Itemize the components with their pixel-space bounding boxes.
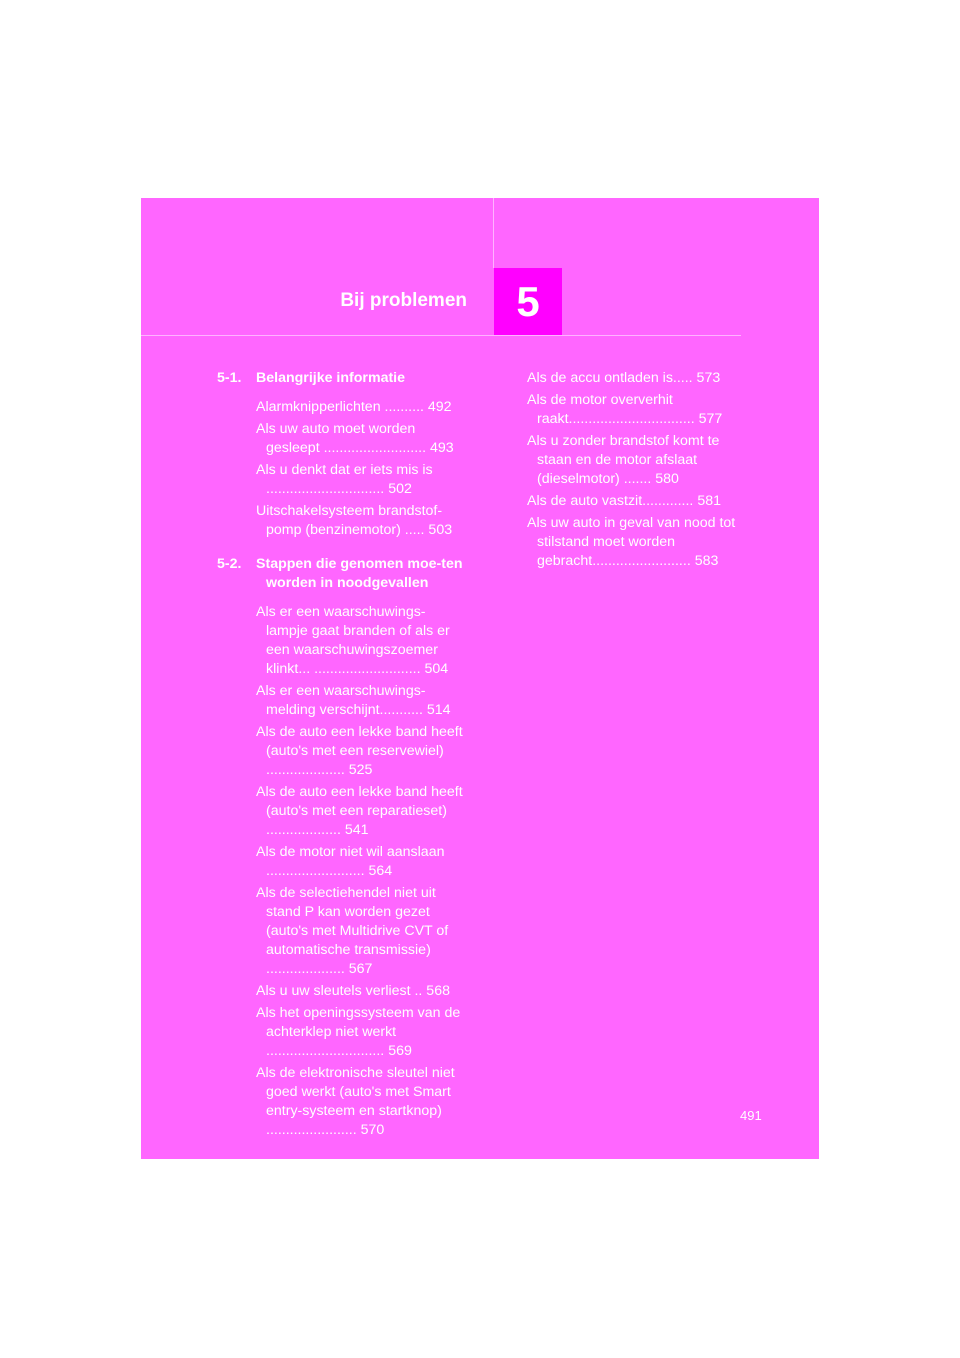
section-number: 5-1.	[217, 370, 242, 386]
toc-entry[interactable]: Als de motor oververhit raakt................................ 577	[527, 392, 723, 427]
toc-entry[interactable]: Alarmknipperlichten .......... 492	[256, 399, 452, 415]
toc-section-heading	[217, 369, 467, 388]
section-heading: Belangrijke informatie	[256, 370, 406, 386]
section-number: 5-2.	[217, 556, 242, 572]
toc-entry[interactable]: Als u zonder brandstof komt te staan en de motor afslaat (dieselmotor) ....... 580	[527, 433, 720, 487]
chapter-number-box: 5	[494, 268, 562, 335]
toc-entry[interactable]: Als de auto een lekke band heeft (auto's met een reservewiel) .................... 525	[256, 724, 463, 778]
toc-entry[interactable]: Als het openingssysteem van de achterklep niet werkt .............................. 569	[256, 1005, 461, 1059]
toc-entry[interactable]: Als de motor niet wil aanslaan ......................... 564	[256, 844, 445, 879]
toc-list	[217, 603, 467, 1140]
toc-entry[interactable]: Als u uw sleutels verliest .. 568	[256, 983, 450, 999]
toc-entry[interactable]: Als de accu ontladen is..... 573	[527, 370, 721, 386]
toc-list-continued	[527, 369, 741, 571]
toc-entry[interactable]: Als uw auto moet worden gesleept .......................... 493	[256, 421, 454, 456]
toc-entry[interactable]: Als u denkt dat er iets mis is .............................. 502	[256, 462, 433, 497]
toc-entry[interactable]: Als de elektronische sleutel niet goed werkt (auto's met Smart entry-systeem en startknop) ....................... 570	[256, 1065, 455, 1138]
toc-column-left	[217, 369, 467, 1143]
toc-section-heading	[217, 555, 467, 593]
toc-entry[interactable]: Als de auto een lekke band heeft (auto's met een reparatieset) ................... 541	[256, 784, 463, 838]
chapter-page-panel	[141, 198, 819, 1159]
toc-entry[interactable]: Als de selectiehendel niet uit stand P kan worden gezet (auto's met Multidrive CVT of automatische transmissie) .................... 567	[256, 885, 449, 977]
toc-list	[217, 398, 467, 540]
page-number: 491	[740, 1108, 762, 1123]
header-divider-vertical	[493, 198, 494, 268]
toc-entry[interactable]: Als uw auto in geval van nood tot stilstand moet worden gebracht......................... 583	[527, 515, 736, 569]
toc-entry[interactable]: Als er een waarschuwings-melding verschijnt........... 514	[256, 683, 451, 718]
toc-entry[interactable]: Als er een waarschuwings-lampje gaat branden of als er een waarschuwingszoemer klinkt... ........................... 504	[256, 604, 450, 677]
toc-column-right	[527, 369, 741, 574]
header-divider-horizontal	[141, 335, 741, 336]
section-title: Bij problemen	[340, 290, 467, 311]
section-heading: Stappen die genomen moe-ten worden in noodgevallen	[256, 556, 463, 591]
toc-entry[interactable]: Als de auto vastzit............. 581	[527, 493, 721, 509]
toc-entry[interactable]: Uitschakelsysteem brandstof-pomp (benzinemotor) ..... 503	[256, 503, 453, 538]
